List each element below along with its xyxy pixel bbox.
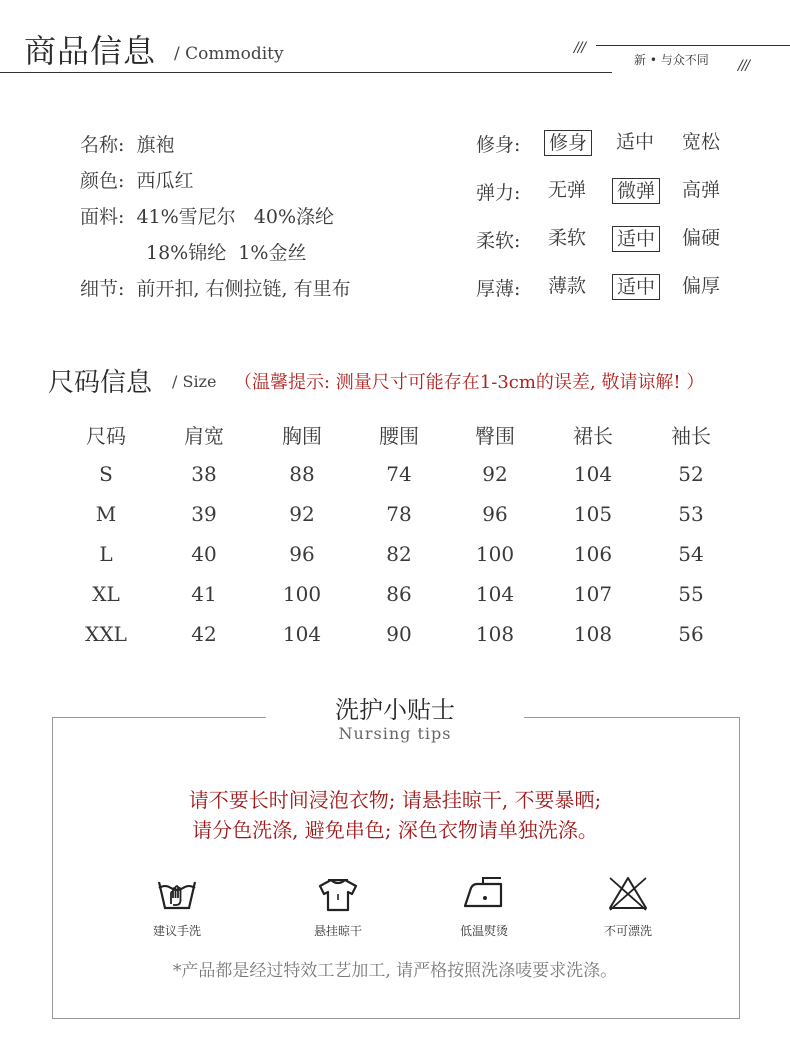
detail-row	[80, 274, 351, 301]
detail-label: 细节:	[80, 278, 125, 300]
fabric-row	[80, 202, 334, 229]
table-row-size: M	[95, 502, 117, 526]
table-cell: 54	[678, 542, 704, 566]
table-cell: 92	[289, 502, 315, 526]
table-cell: 39	[191, 502, 217, 526]
care-item-hand-wash	[127, 874, 227, 939]
color-value: 西瓜红	[136, 170, 194, 192]
size-section-title: 尺码信息	[48, 368, 153, 398]
table-row-size: S	[99, 462, 113, 486]
hang-dry-label: 悬挂晾干	[313, 924, 362, 938]
table-cell: 106	[573, 542, 613, 566]
table-cell: 56	[678, 622, 704, 646]
attribute-option: 无弹	[548, 179, 587, 201]
table-header-cell: 腰围	[379, 424, 419, 448]
table-cell: 42	[191, 622, 217, 646]
table-row-size: XXL	[85, 622, 127, 646]
table-cell: 52	[678, 462, 704, 486]
care-line-2: 请分色洗涤, 避免串色; 深色衣物请单独洗涤。	[192, 818, 598, 842]
table-header-cell: 尺码	[86, 424, 126, 448]
table-cell: 38	[191, 462, 217, 486]
table-cell: 55	[678, 582, 704, 606]
table-cell: 108	[573, 622, 613, 646]
table-cell: 108	[475, 622, 515, 646]
care-title: 洗护小贴士	[335, 696, 455, 724]
table-cell: 105	[573, 502, 613, 526]
care-subtitle: Nursing tips	[338, 724, 452, 743]
table-cell: 100	[475, 542, 515, 566]
page-subtitle: / Commodity	[174, 44, 284, 64]
color-row	[80, 166, 193, 193]
table-header-cell: 臀围	[475, 424, 515, 448]
attribute-option: 薄款	[548, 275, 587, 297]
care-item-no-bleach	[578, 874, 678, 939]
attribute-option: 偏厚	[682, 275, 721, 297]
attribute-label: 弹力:	[476, 182, 521, 204]
table-cell: 92	[482, 462, 508, 486]
decorative-slashes-right: ///	[738, 58, 750, 74]
attribute-label: 柔软:	[476, 230, 521, 252]
table-cell: 90	[386, 622, 412, 646]
size-section-subtitle: / Size	[172, 372, 217, 391]
table-cell: 78	[386, 502, 412, 526]
low-iron-label: 低温熨烫	[459, 924, 508, 938]
fabric-value-1: 41%雪尼尔 40%涤纶	[136, 206, 335, 228]
attribute-option: 柔软	[548, 227, 587, 249]
care-footnote: *产品都是经过特效工艺加工, 请严格按照洗涤唛要求洗涤。	[172, 961, 618, 981]
size-note: （温馨提示: 测量尺寸可能存在1-3cm的误差, 敬请谅解! ）	[234, 372, 705, 393]
detail-value: 前开扣, 右侧拉链, 有里布	[136, 278, 351, 300]
attribute-option: 高弹	[682, 179, 721, 201]
name-row	[80, 130, 174, 157]
attribute-option: 宽松	[682, 131, 721, 153]
table-cell: 53	[678, 502, 704, 526]
header-divider	[0, 72, 612, 73]
attribute-option-selected: 微弹	[612, 178, 660, 204]
table-header-cell: 裙长	[573, 424, 613, 448]
hang-dry-icon	[316, 874, 360, 914]
header	[0, 0, 790, 80]
table-cell: 82	[386, 542, 412, 566]
table-cell: 41	[191, 582, 217, 606]
attribute-option-selected: 适中	[612, 226, 660, 252]
fabric-label: 面料:	[80, 206, 125, 228]
table-cell: 107	[573, 582, 613, 606]
table-cell: 104	[475, 582, 515, 606]
attribute-option-selected: 修身	[544, 130, 592, 156]
low-iron-icon	[459, 874, 509, 914]
header-tag: 新 • 与众不同	[634, 53, 709, 67]
table-header-cell: 肩宽	[184, 424, 224, 448]
no-bleach-label: 不可漂洗	[603, 924, 652, 938]
table-cell: 96	[289, 542, 315, 566]
table-cell: 96	[482, 502, 508, 526]
care-line-1: 请不要长时间浸泡衣物; 请悬挂晾干, 不要暴晒;	[188, 788, 602, 812]
page-title: 商品信息	[24, 32, 157, 70]
decorative-slashes-left: ///	[574, 40, 586, 56]
care-item-hang-dry	[288, 874, 388, 939]
table-cell: 100	[282, 582, 322, 606]
name-value: 旗袍	[136, 134, 175, 156]
header-tag-divider	[596, 45, 790, 46]
name-label: 名称:	[80, 134, 125, 156]
table-cell: 104	[282, 622, 322, 646]
attribute-option: 偏硬	[682, 227, 721, 249]
no-bleach-icon	[606, 874, 650, 914]
color-label: 颜色:	[80, 170, 125, 192]
table-cell: 40	[191, 542, 217, 566]
attribute-option-selected: 适中	[612, 274, 660, 300]
attribute-label: 厚薄:	[476, 278, 521, 300]
hand-wash-icon	[155, 874, 199, 914]
table-row-size: L	[99, 542, 113, 566]
fabric-value-2: 18%锦纶 1%金丝	[146, 242, 307, 264]
table-header-cell: 胸围	[282, 424, 322, 448]
attribute-option: 适中	[616, 131, 655, 153]
table-cell: 88	[289, 462, 315, 486]
table-header-cell: 袖长	[671, 424, 711, 448]
table-cell: 86	[386, 582, 412, 606]
table-cell: 104	[573, 462, 613, 486]
hand-wash-label: 建议手洗	[152, 924, 201, 938]
table-row-size: XL	[92, 582, 120, 606]
care-item-low-iron	[434, 874, 534, 939]
attribute-label: 修身:	[476, 134, 521, 156]
table-cell: 74	[386, 462, 412, 486]
